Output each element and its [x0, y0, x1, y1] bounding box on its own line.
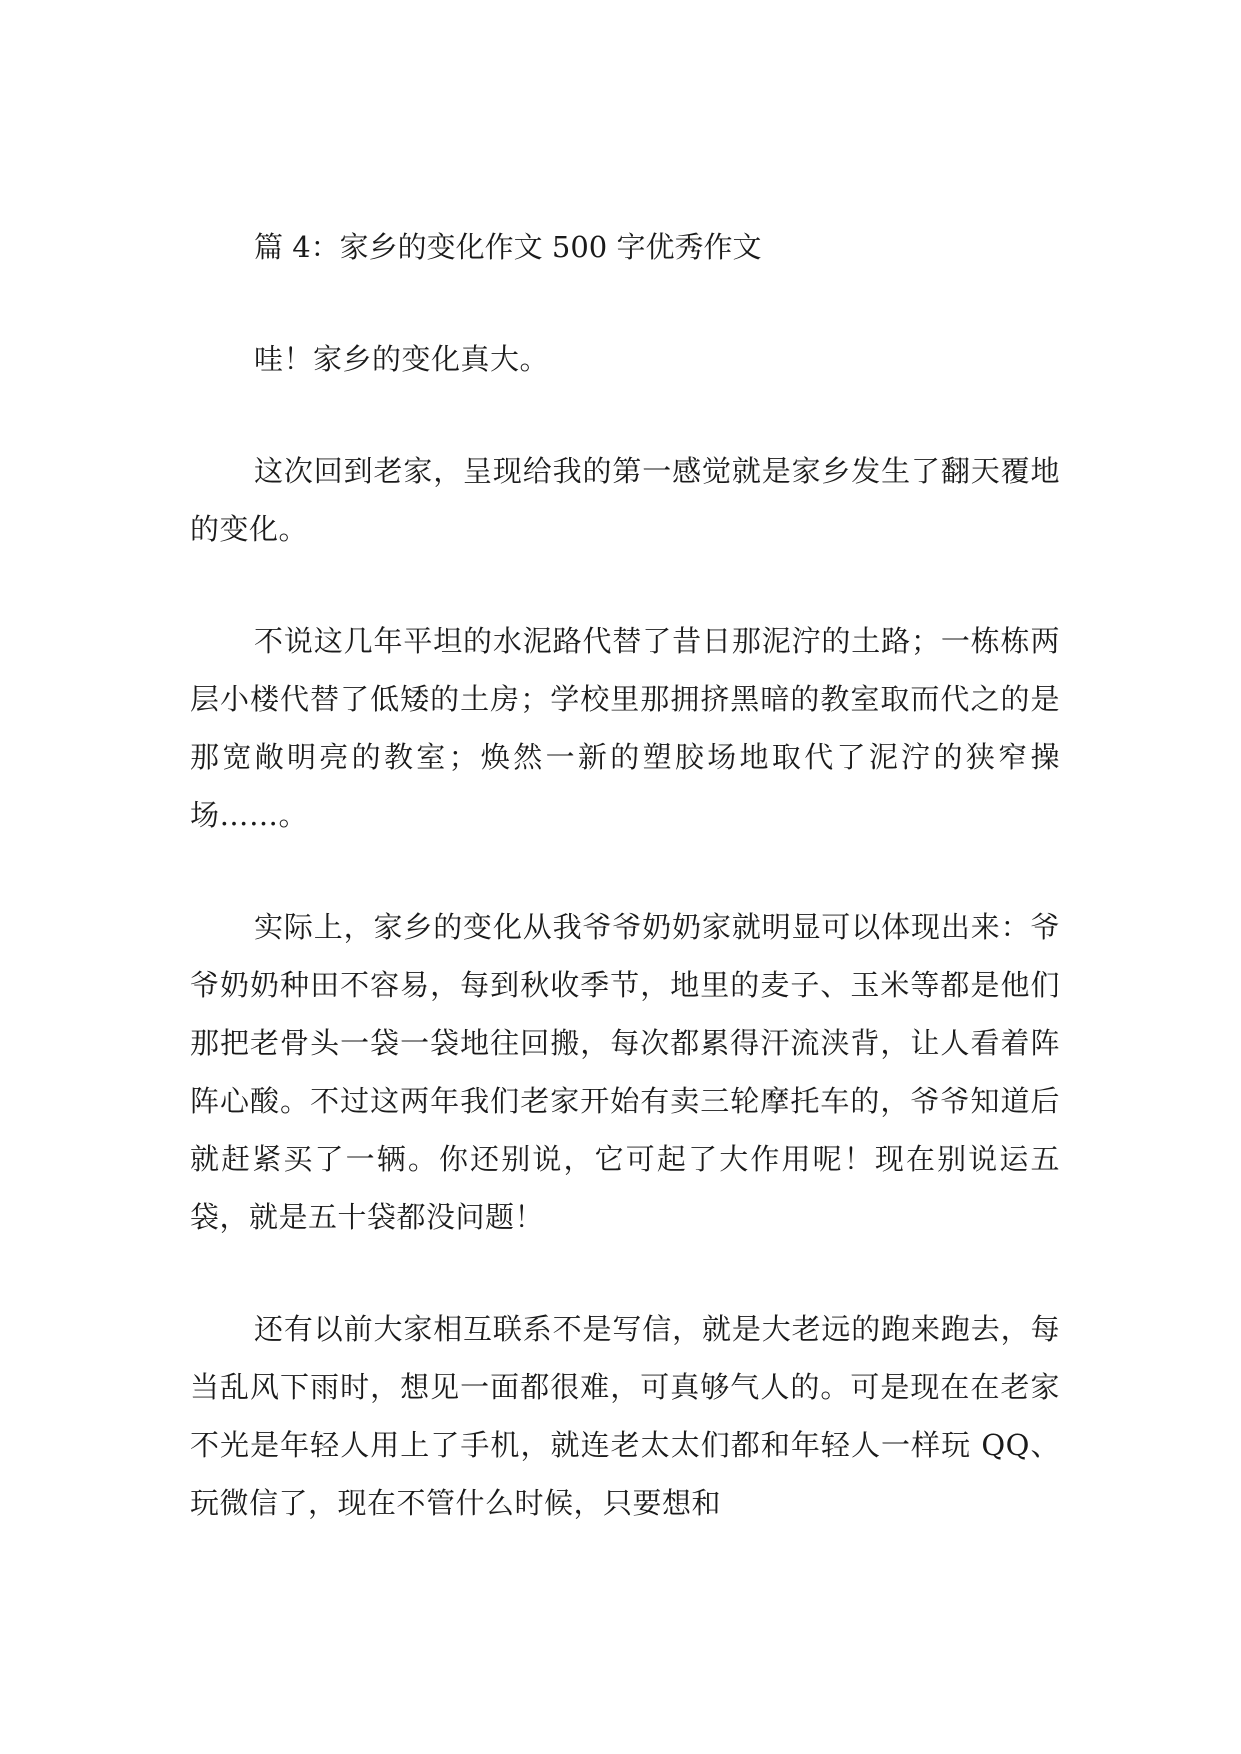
paragraph-1: 哇！家乡的变化真大。: [254, 342, 550, 376]
paragraph-5: 还有以前大家相互联系不是写信，就是大老远的跑来跑去，每当乱风下雨时，想见一面都很难，可真够气人的。可是现在在老家不光是年轻人用上了手机，就连老太太们都和年轻人一样玩 QQ、玩微信了，现在不管什么时候，只要想和: [190, 1312, 1060, 1520]
paragraph-4: 实际上，家乡的变化从我爷爷奶奶家就明显可以体现出来：爷爷奶奶种田不容易，每到秋收季节，地里的麦子、玉米等都是他们那把老骨头一袋一袋地往回搬，每次都累得汗流浃背，让人看着阵阵心酸。不过这两年我们老家开始有卖三轮摩托车的，爷爷知道后就赶紧买了一辆。你还别说，它可起了大作用呢！现在别说运五袋，就是五十袋都没问题！: [190, 910, 1060, 1234]
paragraph-3: 不说这几年平坦的水泥路代替了昔日那泥泞的土路；一栋栋两层小楼代替了低矮的土房；学校里那拥挤黑暗的教室取而代之的是那宽敞明亮的教室；焕然一新的塑胶场地取代了泥泞的狭窄操场……。: [190, 624, 1060, 832]
paragraph-2: 这次回到老家，呈现给我的第一感觉就是家乡发生了翻天覆地的变化。: [190, 454, 1060, 546]
document-body: [190, 218, 1060, 1586]
essay-title: 篇 4：家乡的变化作文 500 字优秀作文: [254, 230, 762, 264]
